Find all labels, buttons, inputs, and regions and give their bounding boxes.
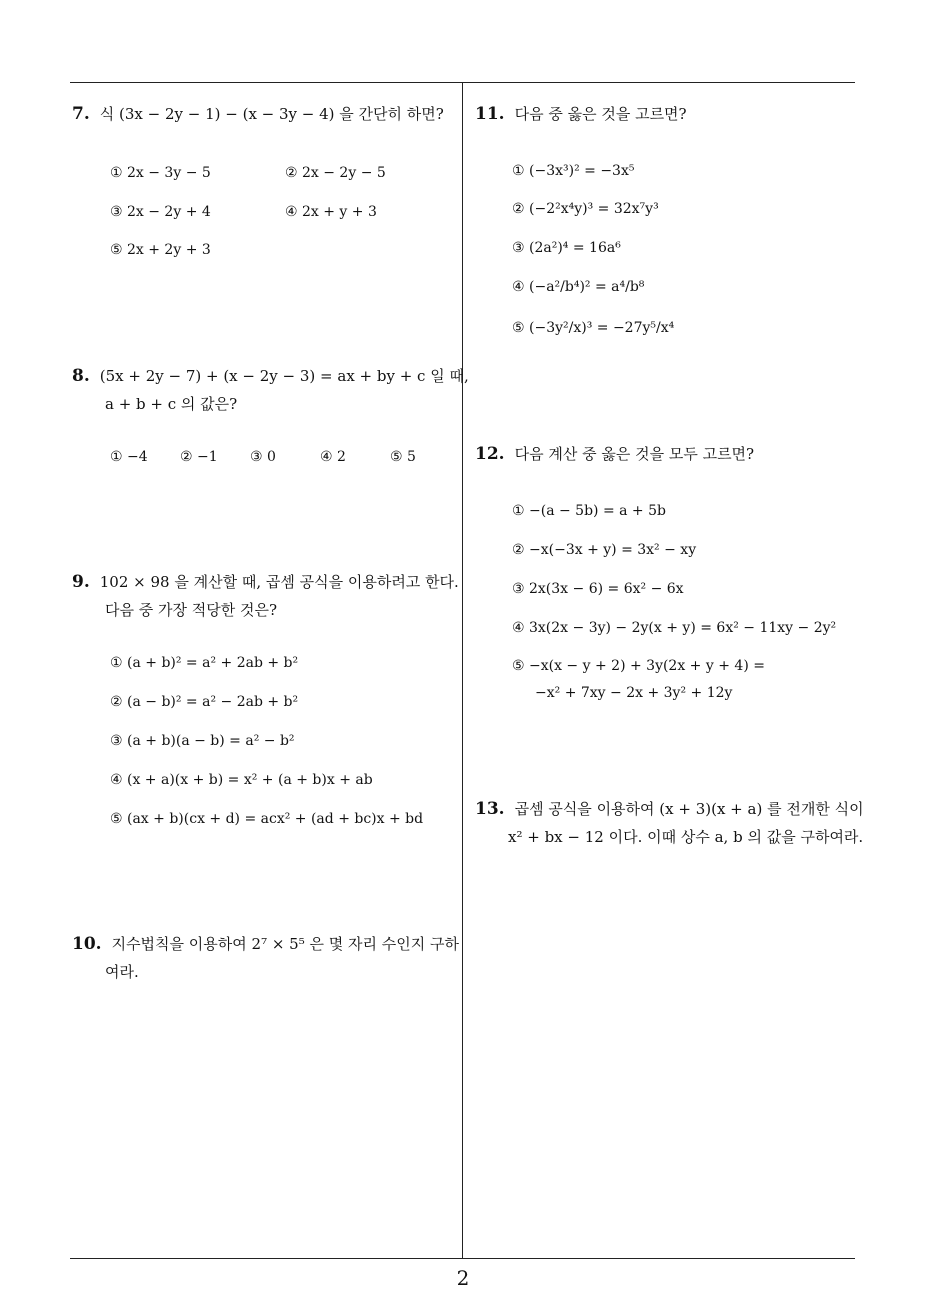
question-11 bbox=[475, 100, 687, 128]
question-stem-line1: (5x + 2y − 7) + (x − 2y − 3) = ax + by + c 일 때, bbox=[99, 367, 469, 385]
option-4[interactable]: ④ 2x + y + 3 bbox=[285, 204, 377, 220]
option-2[interactable]: ② 2x − 2y − 5 bbox=[285, 165, 386, 181]
option-5[interactable]: ⑤ −x(x − y + 2) + 3y(2x + y + 4) = bbox=[512, 658, 765, 674]
option-2[interactable]: ② −1 bbox=[180, 449, 218, 465]
option-2[interactable]: ② (−2²x⁴y)³ = 32x⁷y³ bbox=[512, 201, 659, 217]
option-3[interactable]: ③ (2a²)⁴ = 16a⁶ bbox=[512, 240, 621, 256]
question-number: 11. bbox=[475, 104, 505, 124]
question-number: 7. bbox=[72, 104, 90, 124]
page-number: 2 bbox=[456, 1266, 470, 1290]
option-4[interactable]: ④ 2 bbox=[320, 449, 346, 465]
question-stem: 다음 계산 중 옳은 것을 모두 고르면? bbox=[514, 445, 755, 463]
question-number: 8. bbox=[72, 366, 90, 386]
option-3[interactable]: ③ 2x − 2y + 4 bbox=[110, 204, 211, 220]
question-number: 9. bbox=[72, 572, 90, 592]
question-stem: 다음 중 옳은 것을 고르면? bbox=[514, 105, 687, 123]
question-stem-line2: a + b + c 의 값은? bbox=[105, 395, 238, 413]
option-1[interactable]: ① 2x − 3y − 5 bbox=[110, 165, 211, 181]
option-1[interactable]: ① −4 bbox=[110, 449, 148, 465]
question-10 bbox=[72, 930, 459, 986]
question-12 bbox=[475, 440, 754, 468]
question-stem-line2: 여라. bbox=[105, 963, 139, 981]
option-4[interactable]: ④ (−a²/b⁴)² = a⁴/b⁸ bbox=[512, 279, 645, 295]
question-number: 12. bbox=[475, 444, 505, 464]
column-divider bbox=[462, 82, 463, 1259]
option-5[interactable]: ⑤ (−3y²/x)³ = −27y⁵/x⁴ bbox=[512, 320, 675, 336]
option-5[interactable]: ⑤ 2x + 2y + 3 bbox=[110, 242, 211, 258]
option-3[interactable]: ③ 0 bbox=[250, 449, 276, 465]
option-5-continuation: −x² + 7xy − 2x + 3y² + 12y bbox=[535, 685, 733, 701]
option-5[interactable]: ⑤ (ax + b)(cx + d) = acx² + (ad + bc)x + bd bbox=[110, 811, 424, 827]
option-3[interactable]: ③ (a + b)(a − b) = a² − b² bbox=[110, 733, 295, 749]
question-7 bbox=[72, 100, 444, 128]
question-8 bbox=[72, 362, 469, 418]
question-stem-line2: 다음 중 가장 적당한 것은? bbox=[105, 601, 278, 619]
option-4[interactable]: ④ 3x(2x − 3y) − 2y(x + y) = 6x² − 11xy − 2y² bbox=[512, 620, 837, 636]
question-13 bbox=[475, 795, 864, 851]
question-9 bbox=[72, 568, 459, 624]
question-stem-line1: 지수법칙을 이용하여 2⁷ × 5⁵ 은 몇 자리 수인지 구하 bbox=[111, 935, 459, 953]
option-2[interactable]: ② −x(−3x + y) = 3x² − xy bbox=[512, 542, 697, 558]
question-stem-line1: 곱셈 공식을 이용하여 (x + 3)(x + a) 를 전개한 식이 bbox=[514, 800, 864, 818]
option-5[interactable]: ⑤ 5 bbox=[390, 449, 416, 465]
question-stem-line1: 102 × 98 을 계산할 때, 곱셈 공식을 이용하려고 한다. bbox=[99, 573, 459, 591]
question-stem: 식 (3x − 2y − 1) − (x − 3y − 4) 을 간단히 하면? bbox=[99, 105, 444, 123]
option-4[interactable]: ④ (x + a)(x + b) = x² + (a + b)x + ab bbox=[110, 772, 373, 788]
option-1[interactable]: ① (−3x³)² = −3x⁵ bbox=[512, 163, 635, 179]
question-number: 13. bbox=[475, 799, 505, 819]
option-2[interactable]: ② (a − b)² = a² − 2ab + b² bbox=[110, 694, 299, 710]
option-1[interactable]: ① −(a − 5b) = a + 5b bbox=[512, 503, 666, 519]
option-3[interactable]: ③ 2x(3x − 6) = 6x² − 6x bbox=[512, 581, 684, 597]
question-stem-line2: x² + bx − 12 이다. 이때 상수 a, b 의 값을 구하여라. bbox=[508, 828, 864, 846]
question-number: 10. bbox=[72, 934, 102, 954]
option-1[interactable]: ① (a + b)² = a² + 2ab + b² bbox=[110, 655, 299, 671]
